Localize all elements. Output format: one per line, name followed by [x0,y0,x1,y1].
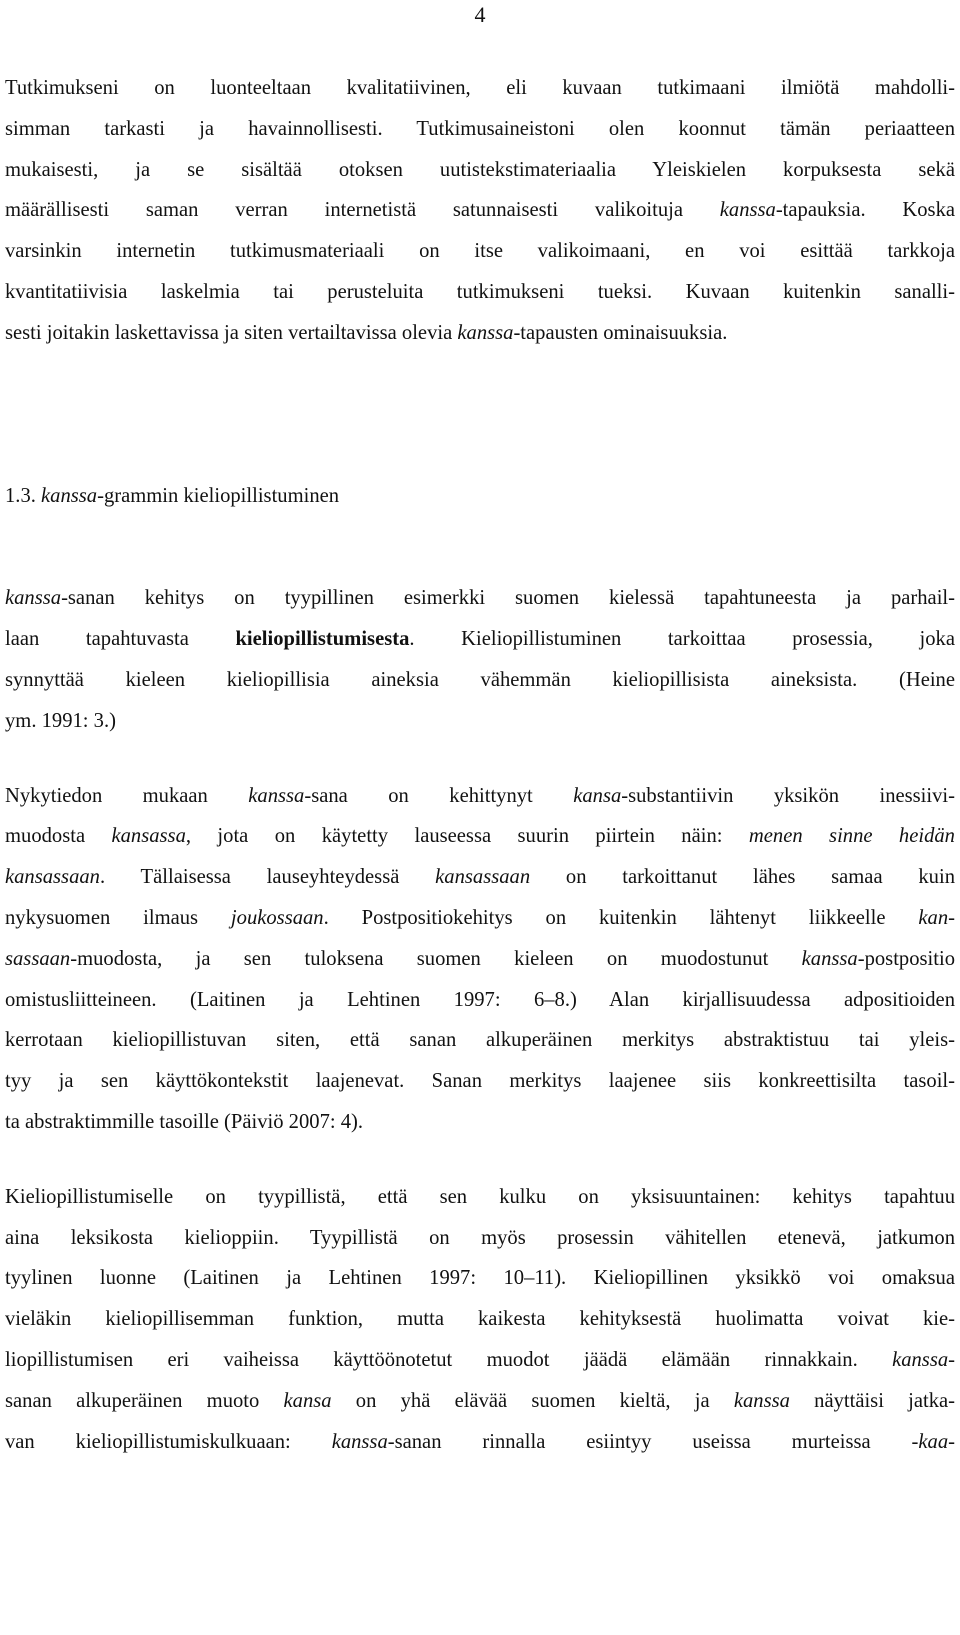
text-line [5,1381,955,1422]
italic-term: kanssa [5,587,62,610]
text-run: synnyttää kieleen kieliopillisia aineksia vähemmän kieliopillisista aineksista. (Heine [5,668,955,691]
text-run: Tutkimukseni on luonteeltaan kvalitatiivinen, eli kuvaan tutkimaani ilmiötä mahdolli- [5,77,955,99]
italic-example: kansassaan [5,866,100,889]
text-run: -substantiivin yksikön inessiivi- [621,784,955,807]
paragraph-grammaticalization-intro [5,578,955,741]
italic-term: kanssa [331,1430,388,1453]
text-line [5,313,955,354]
text-run: vieläkin kieliopillisemman funktion, mutta kaikesta kehityksestä huolimatta voivat kie- [5,1308,955,1331]
text-run: sesti joitakin laskettavissa ja siten vertailtavissa olevia [5,321,458,344]
italic-term: kanssa [733,1389,790,1412]
text-line [5,1020,955,1061]
text-run: varsinkin internetin tutkimusmateriaali on itse valikoimaani, en voi esittää tarkkoja [5,240,955,263]
bold-term: kieliopillistumisesta [235,628,410,651]
italic-term: kanssa [801,947,858,970]
text-run: ta abstraktimmille tasoille (Päiviö 2007: 4). [5,1110,364,1133]
text-run: laan tapahtuvasta [5,628,236,651]
text-line [5,231,955,272]
italic-term: kanssa [248,784,305,807]
text-run: nykysuomen ilmaus [5,906,231,929]
text-run: . Postpositiokehitys on kuitenkin lähtenyt liikkeelle [323,906,919,929]
italic-term: kan- [918,906,955,929]
text-run: -sanan rinnalla esiintyy useissa murteissa - [387,1430,919,1453]
italic-term: kanssa [41,484,98,507]
text-run: muodosta [5,825,112,848]
paragraph-methodology [5,68,955,354]
text-run: - [948,1430,955,1453]
section-title: -grammin kieliopillistuminen [97,484,340,507]
text-run: -tapausten ominaisuuksia. [513,321,728,344]
text-run: kvantitatiivisia laskelmia tai perusteluita tutkimukseni tueksi. Kuvaan kuitenkin sanalli- [5,280,955,303]
section-heading [5,476,955,517]
text-line [5,660,955,701]
italic-term: kansa [573,784,622,807]
italic-example: menen sinne heidän [748,825,955,848]
text-line [5,1258,955,1299]
text-line [5,980,955,1021]
text-run: . Tällaisessa lauseyhteydessä [99,866,436,889]
text-run: tyylinen luonne (Laitinen ja Lehtinen 1997: 10–11). Kieliopillinen yksikkö voi omaksua [5,1267,955,1290]
section-number: 1.3. [5,484,42,507]
text-run: on yhä elävää suomen kieltä, ja [331,1389,734,1412]
italic-term: sassaan [5,947,71,970]
text-line [5,939,955,980]
text-line [5,619,955,660]
text-run: Nykytiedon mukaan [5,784,249,807]
text-run: - [948,1348,955,1371]
italic-term: joukossaan [230,906,324,929]
document-body [5,68,955,1462]
text-line [5,857,955,898]
text-line [5,1061,955,1102]
text-run: -postpositio [857,947,955,970]
page-number: 4 [474,2,486,27]
text-run: omistusliitteineen. (Laitinen ja Lehtinen 1997: 6–8.) Alan kirjallisuudessa adpositioiden [5,988,955,1011]
text-run: määrällisesti saman verran internetistä satunnaisesti valikoituja [5,199,720,222]
text-line [5,1422,955,1463]
italic-term: kanssa [892,1348,949,1371]
text-line [5,190,955,231]
text-run: -sana on kehittynyt [304,784,574,807]
text-line [5,150,955,191]
text-run: on tarkoittanut lähes samaa kuin [530,866,955,889]
text-run: näyttäisi jatka- [789,1389,956,1412]
paragraph-etymology [5,776,955,1143]
text-line [5,1218,955,1259]
text-run: mukaisesti, ja se sisältää otoksen uutistekstimateriaalia Yleiskielen korpuksesta sekä [5,158,955,181]
text-run: . Kieliopillistuminen tarkoittaa prosessia, joka [409,628,955,651]
text-line [5,109,955,150]
text-line [5,272,955,313]
italic-term: kansassaan [435,866,531,889]
text-run: ym. 1991: 3.) [5,709,116,732]
text-run: van kieliopillistumiskulkuaan: [5,1430,332,1453]
text-line [5,1177,955,1218]
text-run: kerrotaan kieliopillistuvan siten, että sanan alkuperäinen merkitys abstraktistuu tai yleis- [5,1029,955,1052]
text-run: aina leksikosta kielioppiin. Tyypillistä on myös prosessin vähitellen etenevä, jatkumon [5,1226,955,1249]
text-run: , jota on käytetty lauseessa suurin piirtein näin: [185,825,749,848]
text-line [5,68,955,109]
italic-term: kanssa [457,321,514,344]
text-line [5,578,955,619]
text-line [5,816,955,857]
text-run: Kieliopillistumiselle on tyypillistä, että sen kulku on yksisuuntainen: kehitys tapahtuu [5,1185,955,1208]
text-run: tyy ja sen käyttökontekstit laajenevat. Sanan merkitys laajenee siis konkreettisilta tasoil- [5,1070,955,1093]
text-run: -sanan kehitys on tyypillinen esimerkki suomen kielessä tapahtuneesta ja parhail- [61,587,955,610]
italic-term: kansa [283,1389,332,1412]
text-line [5,898,955,939]
italic-term: kansassa [111,825,186,848]
text-line [5,1299,955,1340]
text-run: -tapauksia. Koska [775,199,956,222]
text-line [5,701,955,742]
text-line [5,776,955,817]
paragraph-unidirectionality [5,1177,955,1463]
text-run: -muodosta, ja sen tuloksena suomen kieleen on muodostunut [70,947,802,970]
italic-term: kanssa [719,199,776,222]
text-line [5,1102,955,1143]
text-run: simman tarkasti ja havainnollisesti. Tutkimusaineistoni olen koonnut tämän periaatteen [5,117,955,140]
text-line [5,1340,955,1381]
text-run: liopillistumisen eri vaiheissa käyttöönotetut muodot jäädä elämään rinnakkain. [5,1348,893,1371]
text-run: sanan alkuperäinen muoto [5,1389,284,1412]
italic-term: kaa [918,1430,949,1453]
